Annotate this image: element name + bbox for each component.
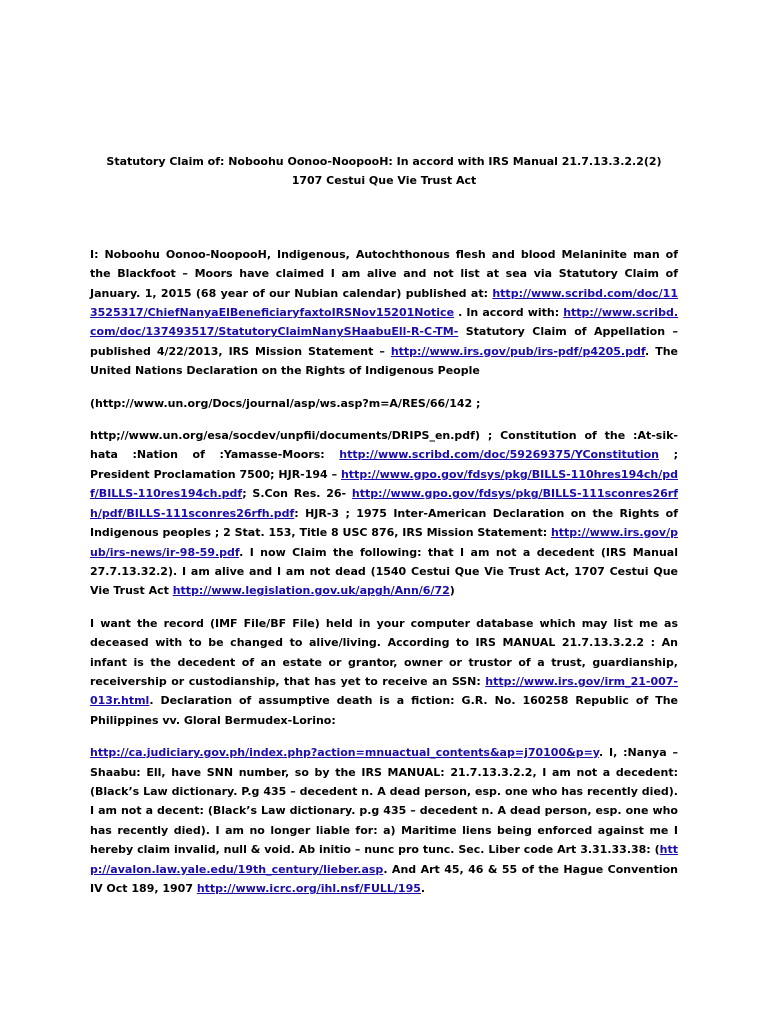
title-line-2: 1707 Cestui Que Vie Trust Act	[291, 174, 477, 188]
text-span: ; President Proclamation 7500; HJR-194 –	[90, 448, 678, 481]
link-irs-p4205[interactable]: http://www.irs.gov/pub/irs-pdf/p4205.pdf	[390, 344, 646, 358]
link-scribd-constitution[interactable]: http://www.scribd.com/doc/59269375/YConstitution	[339, 448, 659, 462]
text-span: . I now Claim the following: that I am not a decedent (IRS Manual 27.7.13.32.2). I am alive and I am not dead (1540 Cestui Que Vie Trust Act, 1707 Cestui Que Vie Trust Act	[90, 545, 678, 598]
text-span: . Declaration of assumptive death is a fiction: G.R. No. 160258 Republic of The Philippines vv. Gloral Bermudex-Lorino:	[90, 694, 678, 727]
link-judiciary-ph[interactable]: http://ca.judiciary.gov.ph/index.php?action=mnuactual_contents&ap=j70100&p=y	[90, 746, 599, 760]
title-line-1: Statutory Claim of: Noboohu Oonoo-NoopooH: In accord with IRS Manual 21.7.13.3.2.2(2)	[106, 155, 662, 168]
text-span: http;//www.un.org/esa/socdev/unpfii/documents/DRIPS_en.pdf) ; Constitution of the :At-sik-hata :Nation of :Yamasse-Moors:	[90, 429, 678, 462]
text-span: I want the record (IMF File/BF File) held in your computer database which may list me as deceased with to be changed to alive/living. According to IRS MANUAL 21.7.13.3.2.2 : An infant is the decedent of an estate or grantor, owner or trustor of a trust, guardianship, receivership or custodianship, that has yet to receive an SSN:	[90, 616, 678, 688]
text-span: )	[449, 584, 455, 598]
link-scribd-statutory-claim[interactable]: http://www.scribd.com/doc/137493517/StatutoryClaimNanySHaabuEll-R-C-TM-	[90, 306, 678, 339]
text-span: . I, :Nanya – Shaabu: Ell, have SNN number, so by the IRS MANUAL: 21.7.13.3.2.2, I am not a decedent: (Black’s Law dictionary. P.g 435 – decedent n. A dead person, esp. one who has recently died). I am not a decent: (Black’s Law dictionary. p.g 435 – decedent n. A dead person, esp. one who has recently died). I am no longer liable for: a) Maritime liens being enforced against me I hereby claim invalid, null & void. Ab initio – nunc pro tunc. Sec. Liber code Art 3.31.33.38: (	[90, 746, 678, 857]
paragraph-claim	[90, 245, 678, 381]
link-gpo-hres194[interactable]: http://www.gpo.gov/fdsys/pkg/BILLS-110hres194ch/pdf/BILLS-110res194ch.pdf	[90, 467, 678, 501]
paragraph-liability	[90, 743, 678, 898]
document-body	[90, 152, 678, 911]
link-irs-news[interactable]: http://www.irs.gov/pub/irs-news/ir-98-59.pdf	[90, 526, 678, 559]
text-span: . And Art 45, 46 & 55 of the Hague Convention IV Oct 189, 1907	[90, 862, 678, 895]
link-avalon-lieber[interactable]: http://avalon.law.yale.edu/19th_century/lieber.asp	[90, 843, 678, 876]
text-span: I: Noboohu Oonoo-NoopooH, Indigenous, Autochthonous flesh and blood Melaninite man of the Blackfoot – Moors have claimed I am alive and not list at sea via Statutory Claim of January. 1, 2015 (68 year of our Nubian calendar) published at:	[90, 247, 678, 300]
link-icrc[interactable]: http://www.icrc.org/ihl.nsf/FULL/195	[196, 882, 421, 895]
link-scribd-notice[interactable]: http://www.scribd.com/doc/113525317/ChiefNanyaElBeneficiaryfaxtoIRSNov15201Notice	[90, 286, 678, 320]
text-span: : HJR-3 ; 1975 Inter-American Declaration on the Rights of Indigenous peoples ; 2 Stat. 153, Title 8 USC 876, IRS Mission Statement:	[90, 506, 678, 540]
paragraph-record-request	[90, 614, 678, 730]
link-gpo-sconres26[interactable]: http://www.gpo.gov/fdsys/pkg/BILLS-111sconres26rfh/pdf/BILLS-111sconres26rfh.pdf	[90, 487, 678, 520]
paragraph-un-reference: (http://www.un.org/Docs/journal/asp/ws.asp?m=A/RES/66/142 ;	[90, 396, 481, 410]
text-span: .	[420, 882, 426, 895]
link-legislation-uk[interactable]: http://www.legislation.gov.uk/apgh/Ann/6/72	[172, 584, 450, 598]
text-span: ; S.Con Res. 26-	[242, 487, 352, 501]
document-title	[90, 152, 678, 191]
text-span: Statutory Claim of Appellation – published 4/22/2013, IRS Mission Statement –	[90, 325, 678, 358]
text-span: . In accord with:	[454, 306, 564, 320]
link-irs-irm[interactable]: http://www.irs.gov/irm_21-007-013r.html	[90, 674, 678, 708]
paragraph-declarations	[90, 426, 678, 601]
text-span: . The United Nations Declaration on the Rights of Indigenous People	[90, 344, 679, 378]
